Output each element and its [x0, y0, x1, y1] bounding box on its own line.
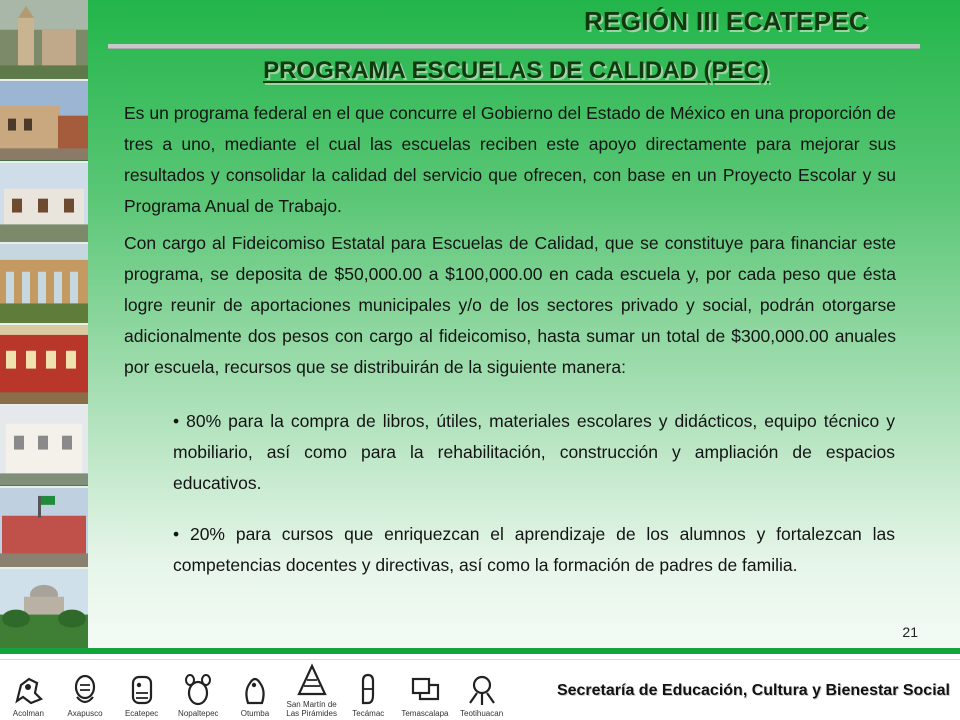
title-divider — [108, 44, 920, 49]
glyph-icon — [11, 671, 45, 709]
municipio-label: Tecámac — [352, 709, 385, 718]
glyph-icon — [351, 671, 385, 709]
municipio-label: Temascalapa — [401, 709, 449, 718]
photo-white-building — [0, 406, 88, 487]
municipio-label: Otumba — [240, 709, 270, 718]
municipio-acolman — [2, 671, 54, 720]
municipio-otumba — [229, 671, 281, 720]
photo-street — [0, 81, 88, 162]
page-number: 21 — [902, 624, 918, 640]
municipio-tecamac — [342, 671, 394, 720]
region-title: REGIÓN III ECATEPEC — [583, 6, 868, 36]
municipio-axapusco — [59, 671, 111, 720]
glyph-icon — [68, 671, 102, 709]
municipio-nopaltepec — [172, 671, 224, 720]
municipio-temascalapa — [399, 671, 451, 720]
program-title: PROGRAMA ESCUELAS DE CALIDAD (PEC) — [263, 57, 769, 84]
photo-plaza — [0, 163, 88, 244]
secretaria-label: Secretaría de Educación, Cultura y Bienestar Social — [556, 682, 950, 699]
photo-aqueduct — [0, 244, 88, 325]
municipio-san-martin — [286, 662, 338, 720]
bullet-20-percent: • 20% para cursos que enriquezcan el aprendizaje de los alumnos y fortalezcan las competencias docentes y directivas, así como la formación de padres de familia. — [173, 524, 895, 575]
municipio-label: Acolman — [12, 709, 44, 718]
photo-city-hall — [0, 488, 88, 569]
bullet-80-percent: • 80% para la compra de libros, útiles, materiales escolares y didácticos, equipo técnico y mobiliario, así como para la rehabilitación, construcción y ampliación de espacios educativos. — [173, 411, 895, 493]
municipio-label: Teotihuacan — [460, 709, 504, 718]
municipio-label: Ecatepec — [124, 709, 159, 718]
glyph-icon — [408, 671, 442, 709]
photo-church — [0, 0, 88, 81]
glyph-icon — [295, 662, 329, 700]
municipios-row — [0, 660, 510, 720]
glyph-icon — [465, 671, 499, 709]
glyph-icon — [238, 671, 272, 709]
photo-red-building — [0, 325, 88, 406]
municipio-label: San Martín de Las Pirámides — [286, 700, 337, 718]
municipio-ecatepec — [116, 671, 168, 720]
glyph-icon — [181, 671, 215, 709]
municipio-label: Axapusco — [67, 709, 103, 718]
photo-garden — [0, 569, 88, 650]
municipio-teotihuacan — [456, 671, 508, 720]
municipio-label: Nopaltepec — [178, 709, 219, 718]
paragraph-intro: Es un programa federal en el que concurre el Gobierno del Estado de México en una proporción de tres a uno, mediante el cual las escuelas reciben este apoyo directamente para mejorar sus resultados y consolidar la calidad del servicio que ofrecen, con base en un Proyecto Escolar y su Programa Anual de Trabajo. — [124, 103, 896, 216]
glyph-icon — [125, 671, 159, 709]
paragraph-funding: Con cargo al Fideicomiso Estatal para Escuelas de Calidad, que se constituye para financiar este programa, se deposita de $50,000.00 a $100,000.00 en cada escuela y, por cada peso que ésta logre reunir de aportaciones municipales y/o de los sectores privado y social, podrán otorgarse adicionalmente dos pesos con cargo al fideicomiso, hasta sumar un total de $300,000.00 anuales por escuela, recursos que se distribuirán de la siguiente manera: — [124, 233, 896, 377]
photo-strip — [0, 0, 88, 650]
